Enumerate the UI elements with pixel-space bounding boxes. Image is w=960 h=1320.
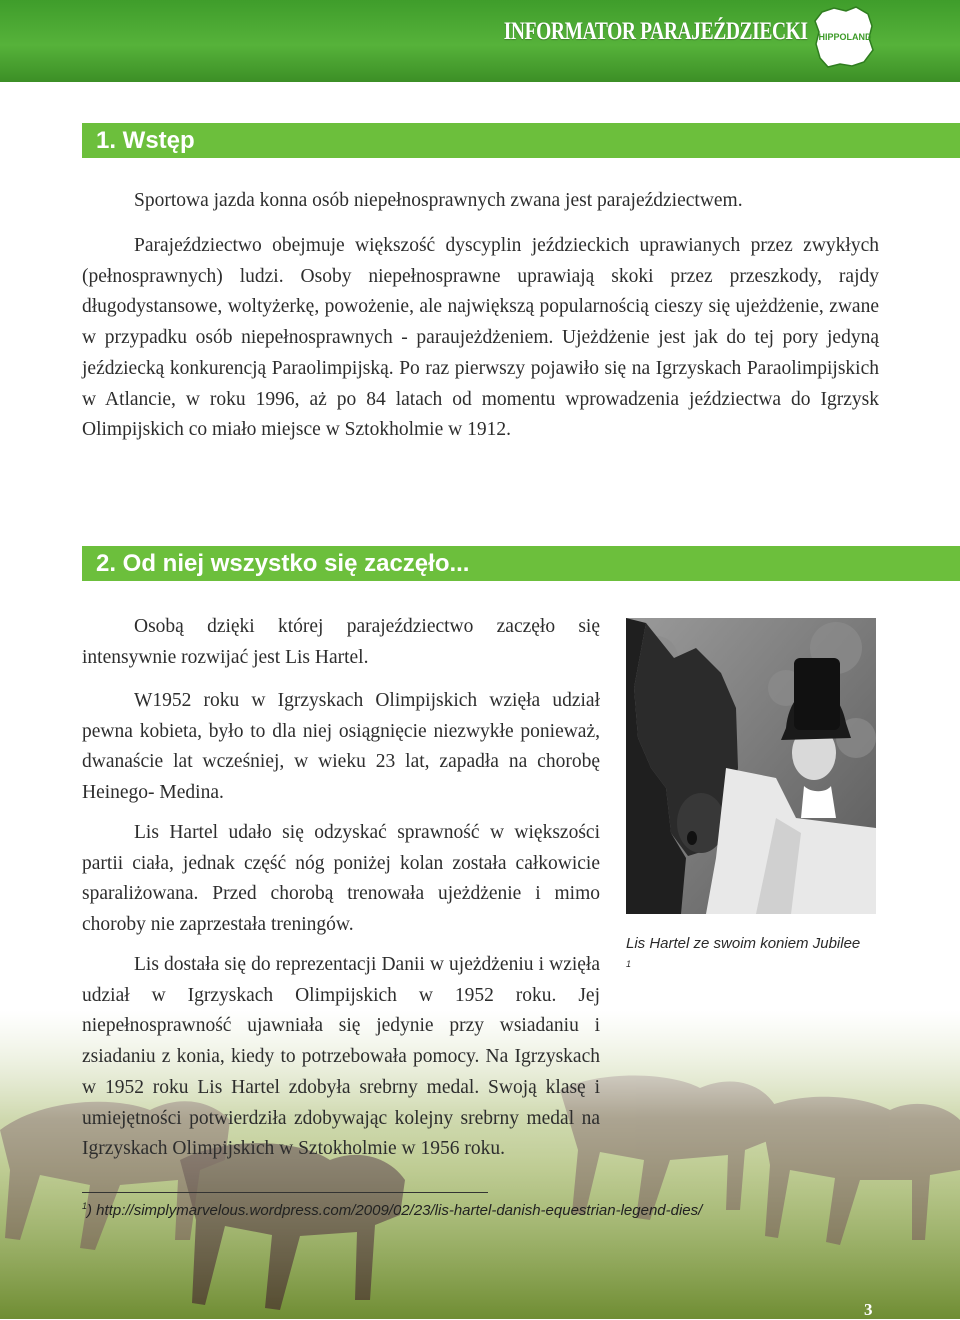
publication-title: INFORMATOR PARAJEŹDZIECKI	[504, 18, 808, 45]
logo-label: HIPPOLAND	[818, 32, 872, 42]
paragraph: Osobą dzięki której parajeździectwo zaczęło się intensywnie rozwijać jest Lis Hartel.	[82, 616, 600, 668]
section-title: 2. Od niej wszystko się zaczęło...	[96, 550, 470, 577]
footnote	[82, 1201, 702, 1219]
figure-caption: Lis Hartel ze swoim koniem Jubilee $^1$	[626, 935, 861, 969]
section-title: 1. Wstęp	[96, 127, 195, 154]
paragraph: Sportowa jazda konna osób niepełnosprawnych zwana jest parajeździectwem.	[134, 190, 743, 211]
paragraph: Lis dostała się do reprezentacji Danii w ujeżdżeniu i wzięła udział w Igrzyskach Olimpijskich w 1952 roku. Jej niepełnosprawność ujawniała się jedynie przy wsiadaniu i zsiadaniu z konia, kiedy to potrzebowała pomocy. Na Igrzyskach w 1952 roku Lis Hartel zdobyła srebrny medal. Swoją klasę i umiejętności potwierdziła zdobywając kolejny srebrny medal na Igrzyskach Olimpijskich w Sztokholmie w 1956 roku.	[82, 954, 600, 1160]
paragraph: Lis Hartel udało się odzyskać sprawność w większości partii ciała, jednak część nóg poniżej kolan została całkowicie sparaliżowana. Przed chorobą trenowała ujeżdżenie i mimo choroby nie zaprzestała treningów.	[82, 822, 600, 936]
page-number: 3	[864, 1300, 873, 1319]
section-heading-2	[82, 546, 960, 581]
caption-footnote-ref: 1	[626, 959, 632, 969]
footnote-divider	[82, 1192, 488, 1193]
footnote-text[interactable]: ) http://simplymarvelous.wordpress.com/2009/02/23/lis-hartel-danish-equestrian-legend-dies/	[87, 1202, 703, 1219]
footnote-marker: 1	[82, 1201, 88, 1211]
paragraph: W1952 roku w Igrzyskach Olimpijskich wzięła udział pewna kobieta, było to dla niej osiągnięcie niezwykłe ponieważ, dwanaście lat wcześniej, w wieku 23 lat, zapadła na chorobę Heinego- Medina.	[82, 690, 600, 804]
paragraph: Parajeździectwo obejmuje większość dyscyplin jeździeckich uprawianych przez zwykłych (pełnosprawnych) ludzi. Osoby niepełnosprawne uprawiają skoki przez przeszkody, rajdy długodystansowe, woltyżerkę, powożenie, ale największą popularnością cieszy się ujeżdżenie, zwane w przypadku osób niepełnosprawnych - paraujeżdżeniem. Ujeżdżenie jest jak do tej pory jedyną jeździecką konkurencją Paraolimpijską. Po raz pierwszy pojawiło się na Igrzyskach Paraolimpijskich w Atlancie, w roku 1996, aż po 84 latach od momentu wprowadzenia jeździectwa do Igrzysk Olimpijskich co miało miejsce w Sztokholmie w 1912.	[82, 235, 879, 441]
lis-hartel-with-horse-photo	[626, 618, 876, 914]
section-heading-1	[82, 123, 960, 158]
